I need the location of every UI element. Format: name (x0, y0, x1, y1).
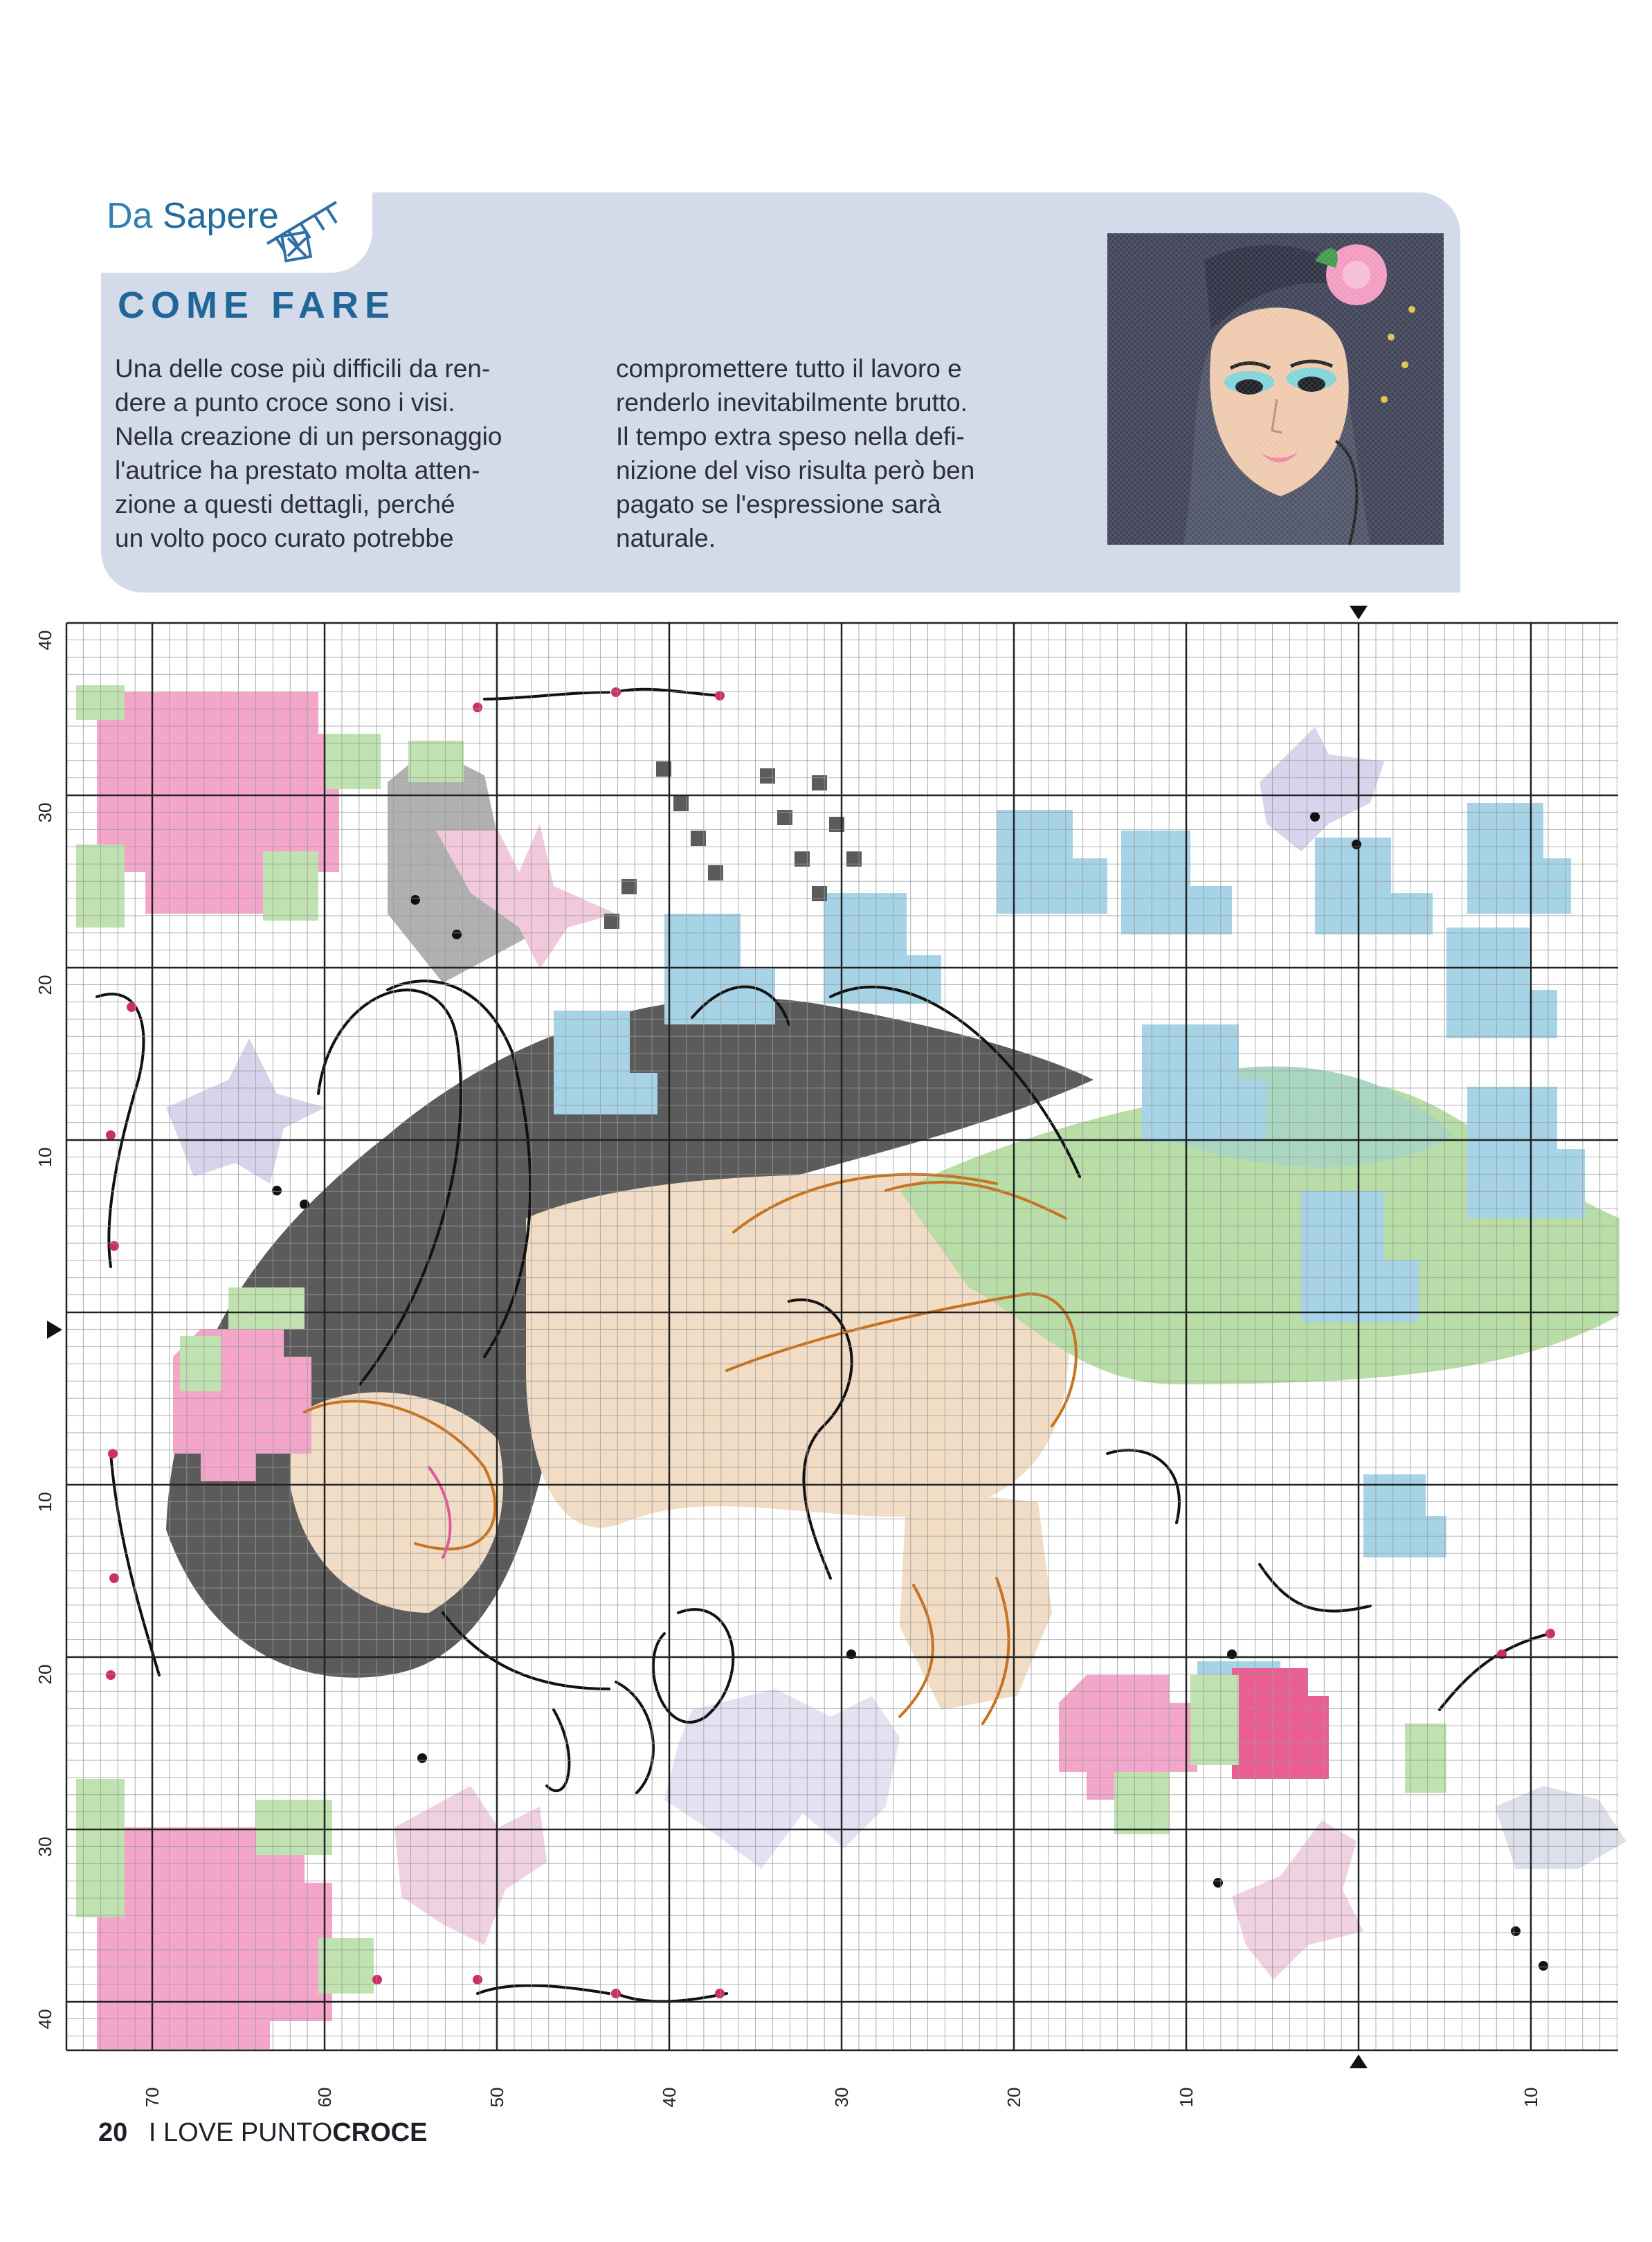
left-axis-label: 20 (35, 975, 55, 995)
text-line: un volto poco curato potrebbe (115, 524, 454, 552)
page-footer (98, 2118, 427, 2148)
bottom-axis-label: 30 (831, 2087, 852, 2108)
text-column-right (616, 352, 1046, 555)
magazine-name-light: I LOVE PUNTO (148, 2118, 333, 2147)
text-line: compromettere tutto il lavoro e (616, 354, 962, 383)
text-line: naturale. (616, 524, 716, 552)
left-axis-label: 40 (35, 2009, 55, 2029)
tab-label-sapere: Sapere (162, 196, 279, 236)
cross-stitch-chart (0, 602, 1652, 2108)
text-line: l'autrice ha prestato molta atten- (115, 456, 480, 485)
text-line: zione a questi dettagli, perché (115, 490, 455, 518)
left-axis-label: 10 (35, 1492, 55, 1512)
tab-label (107, 195, 279, 237)
left-axis-label: 40 (35, 630, 55, 651)
left-axis-label: 30 (35, 802, 55, 823)
left-axis-label: 30 (35, 1836, 55, 1857)
bottom-axis-label: 10 (1176, 2087, 1197, 2108)
center-marker-bottom (1350, 2054, 1368, 2068)
center-marker-left (47, 1321, 62, 1339)
tab-label-da: Da (107, 196, 153, 236)
text-column-left (115, 352, 544, 555)
text-line: Il tempo extra speso nella defi- (616, 422, 965, 451)
bottom-axis-label: 10 (1521, 2087, 1541, 2108)
embroidered-face-photo (1107, 233, 1444, 545)
text-line: nizione del viso risulta però ben (616, 456, 975, 485)
box-title: COME FARE (118, 284, 397, 326)
bottom-axis-label: 70 (142, 2087, 163, 2108)
page-number: 20 (98, 2118, 128, 2147)
bottom-axis-label: 50 (487, 2087, 507, 2108)
left-axis-label: 10 (35, 1147, 55, 1168)
cross-stitch-grid-icon (260, 195, 346, 275)
text-line: Una delle cose più difficili da ren- (115, 354, 491, 383)
center-marker-top (1350, 606, 1368, 620)
text-line: pagato se l'espressione sarà (616, 490, 941, 518)
bottom-axis-label: 40 (659, 2087, 680, 2108)
left-axis-label: 20 (35, 1664, 55, 1685)
bottom-axis-label: 60 (314, 2087, 335, 2108)
text-line: dere a punto croce sono i visi. (115, 388, 455, 417)
text-line: renderlo inevitabilmente brutto. (616, 388, 968, 417)
text-line: Nella creazione di un personaggio (115, 422, 502, 451)
bottom-axis-label: 20 (1004, 2087, 1024, 2108)
magazine-name-bold: CROCE (332, 2118, 428, 2147)
